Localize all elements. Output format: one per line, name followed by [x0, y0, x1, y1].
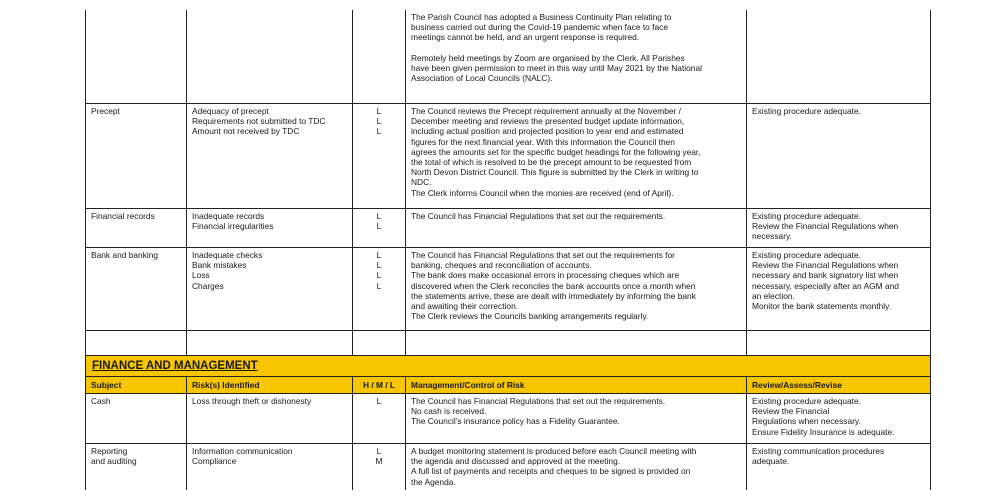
column-header-level: H / M / L [353, 377, 406, 394]
risk-level: L [376, 270, 382, 281]
level-cell [353, 209, 406, 248]
management-cell [406, 104, 747, 209]
continuation-row [86, 10, 931, 104]
text-line: Inadequate records [192, 211, 265, 221]
review-cell [747, 104, 931, 209]
text-line: Information communication [192, 446, 293, 456]
subject-cell [86, 104, 187, 209]
subject-cell [86, 394, 187, 444]
text-line: the statements arrive, these are dealt with immediately by informing the bank [411, 290, 696, 301]
text-line: The Clerk reviews the Councils banking arrangements regularly. [411, 311, 649, 322]
risk-level: L [376, 396, 382, 406]
risks-cell [187, 444, 353, 490]
text-line: Monitor the bank statements monthly. [752, 301, 892, 312]
section-header-row [86, 356, 931, 377]
risk-level: L [376, 126, 382, 137]
text-line: Inadequate checks [192, 250, 263, 260]
text-line: Review the Financial Regulations when [752, 260, 899, 271]
review-cell [747, 209, 931, 248]
text-line: necessary, especially after an AGM and [752, 280, 899, 291]
text-line: Charges [192, 280, 224, 291]
text-line: Existing procedure adequate. [752, 106, 861, 116]
text-line: Review the Financial Regulations when [752, 221, 899, 232]
text-line: North Devon District Council. This figure is submitted by the Clerk in writing to [411, 167, 699, 178]
column-header-subject: Subject [86, 377, 187, 394]
spacer-row [86, 331, 931, 356]
text-line: Financial irregularities [192, 221, 274, 232]
text-line: Regulations when necessary. [752, 416, 861, 427]
text-line: including actual position and projected position to year end and estimated [411, 126, 684, 137]
text-line: agrees the amounts set for the specific budget headings for the following year, [411, 146, 701, 157]
text-line: The Council’s insurance policy has a Fidelity Guarantee. [411, 416, 620, 427]
text-line: have been given permission to meet in this way until May 2021 by the National [411, 62, 702, 73]
review-cell [747, 248, 931, 331]
text-line: No cash is received. [411, 406, 487, 417]
text-line: Amount not received by TDC [192, 126, 300, 137]
section-title: FINANCE AND MANAGEMENT [92, 359, 258, 372]
subject-cell [86, 444, 187, 490]
text-line: Remotely held meetings by Zoom are organised by the Clerk. All Parishes [411, 52, 685, 63]
text-line: The Parish Council has adopted a Business Continuity Plan relating to [411, 12, 672, 22]
risk-level: L [376, 116, 382, 127]
text-line: banking, cheques and reconciliation of accounts. [411, 260, 592, 271]
risks-cell [187, 209, 353, 248]
text-line: Requirements not submitted to TDC [192, 116, 326, 127]
risk-level: L [376, 221, 382, 232]
text-line: Existing communication procedures [752, 446, 885, 456]
text-line: the agenda and discussed and approved at the meeting. [411, 456, 621, 467]
management-cell [406, 248, 747, 331]
text-line: adequate. [752, 456, 790, 467]
text-line: Financial records [91, 211, 155, 221]
risk-assessment-page [85, 10, 930, 490]
risks-cell [187, 394, 353, 444]
risk-level: L [376, 280, 382, 291]
risk-row [86, 209, 931, 248]
review-cell [747, 394, 931, 444]
level-cell [353, 10, 406, 104]
text-line: Existing procedure adequate. [752, 211, 861, 221]
column-header-management: Management/Control of Risk [406, 377, 747, 394]
management-cell [406, 209, 747, 248]
text-line: Compliance [192, 456, 237, 467]
management-cell [406, 444, 747, 490]
risks-cell [187, 104, 353, 209]
risk-row [86, 104, 931, 209]
text-line: the Agenda. [411, 476, 456, 487]
risks-cell [187, 248, 353, 331]
text-line: Existing procedure adequate. [752, 396, 861, 406]
text-line: The Council reviews the Precept requirement annually at the November / [411, 106, 681, 116]
level-cell [353, 104, 406, 209]
risk-level: L [376, 211, 382, 221]
risk-level: L [376, 106, 382, 116]
text-line: The Clerk informs Council when the monies are received (end of April). [411, 187, 674, 198]
text-line: The Council has Financial Regulations that set out the requirements. [411, 396, 666, 406]
text-line: Association of Local Councils (NALC). [411, 73, 553, 84]
risk-row [86, 444, 931, 490]
text-line: Loss [192, 270, 210, 281]
text-line: business carried out during the Covid-19 pandemic when face to face [411, 22, 668, 33]
subject-cell [86, 209, 187, 248]
column-header-risks: Risk(s) Identified [187, 377, 353, 394]
text-line: Precept [91, 106, 120, 116]
text-line: A full list of payments and receipts and cheques to be signed is provided on [411, 466, 691, 477]
management-cell [406, 394, 747, 444]
risk-row [86, 394, 931, 444]
section-title-cell [86, 356, 931, 377]
text-line: discovered when the Clerk reconciles the bank accounts once a month when [411, 280, 696, 291]
text-line: and auditing [91, 456, 137, 467]
text-line: Bank mistakes [192, 260, 247, 271]
subject-cell [86, 10, 187, 104]
risk-level: M [375, 456, 383, 467]
text-line: and awaiting their correction. [411, 301, 519, 312]
text-line: Adequacy of precept [192, 106, 269, 116]
text-line: Bank and banking [91, 250, 159, 260]
risk-level: L [376, 260, 382, 271]
risk-table [85, 10, 931, 490]
text-line: The Council has Financial Regulations that set out the requirements for [411, 250, 675, 260]
risks-cell [187, 10, 353, 104]
text-line: Loss through theft or dishonesty [192, 396, 312, 406]
risk-level: L [376, 446, 382, 456]
text-line: figures for the next financial year. With this information the Council then [411, 136, 675, 147]
risk-row [86, 248, 931, 331]
text-line: The bank does make occasional errors in processing cheques which are [411, 270, 680, 281]
text-line: Existing procedure adequate. [752, 250, 861, 260]
text-line: meetings cannot be held, and an urgent response is required. [411, 32, 640, 43]
management-cell [406, 10, 747, 104]
text-line: an election. [752, 290, 795, 301]
text-line: Review the Financial [752, 406, 830, 417]
text-line: necessary and bank signatory list when [752, 270, 899, 281]
review-cell [747, 10, 931, 104]
level-cell [353, 444, 406, 490]
text-line: Cash [91, 396, 111, 406]
column-header-review: Review/Assess/Revise [747, 377, 931, 394]
subject-cell [86, 248, 187, 331]
text-line: Ensure Fidelity Insurance is adequate. [752, 426, 895, 437]
text-line: A budget monitoring statement is produced before each Council meeting with [411, 446, 697, 456]
text-line: Reporting [91, 446, 128, 456]
text-line: NDC. [411, 177, 432, 188]
column-header-row [86, 377, 931, 394]
text-line: necessary. [752, 231, 792, 242]
text-line: the total of which is resolved to be the precept amount to be requested from [411, 157, 692, 168]
level-cell [353, 248, 406, 331]
level-cell [353, 394, 406, 444]
text-line: The Council has Financial Regulations that set out the requirements. [411, 211, 666, 221]
risk-level: L [376, 250, 382, 260]
review-cell [747, 444, 931, 490]
text-line: December meeting and reviews the presented budget update information, [411, 116, 685, 127]
